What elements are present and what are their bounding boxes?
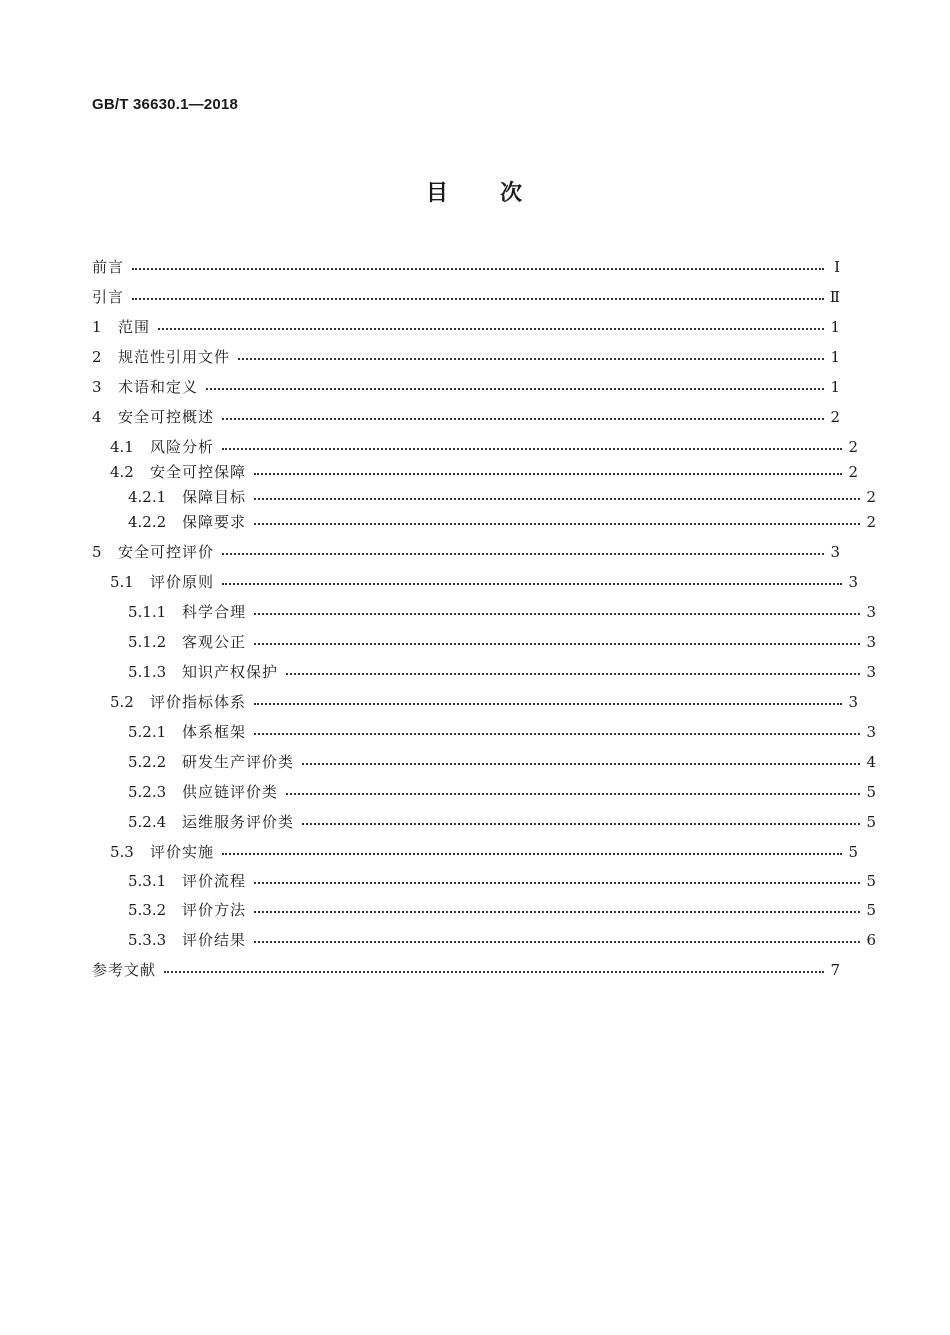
toc-leader-dots (222, 406, 824, 428)
toc-entry-label: 术语和定义 (118, 378, 199, 396)
toc-entry[interactable] (92, 511, 876, 533)
toc-leader-dots (254, 461, 842, 483)
toc-leader-dots (222, 841, 842, 863)
toc-entry-page: 6 (866, 931, 876, 949)
toc-entry[interactable] (92, 811, 876, 833)
toc-entry-label: 参考文献 (92, 961, 157, 979)
toc-leader-dots (254, 631, 860, 653)
toc-entry-label: 评价方法 (182, 901, 247, 919)
toc-entry-number: 4 (92, 408, 102, 426)
toc-entry-number: 5.3.3 (128, 931, 167, 949)
toc-entry-label: 引言 (92, 288, 125, 306)
toc-entry-number: 5.1.2 (128, 633, 167, 651)
toc-entry[interactable] (92, 436, 858, 458)
toc-leader-dots (254, 511, 860, 533)
toc-leader-dots (286, 781, 860, 803)
toc-entry-page: 3 (848, 693, 858, 711)
toc-entry-label: 安全可控概述 (118, 408, 215, 426)
toc-entry-label: 安全可控评价 (118, 543, 215, 561)
toc-entry-label: 客观公正 (182, 633, 247, 651)
toc-entry-page: Ⅱ (829, 288, 840, 306)
toc-entry-page: 5 (866, 813, 876, 831)
toc-entry[interactable] (92, 870, 876, 892)
toc-entry[interactable] (92, 601, 876, 623)
toc-leader-dots (254, 721, 860, 743)
toc-leader-dots (222, 571, 842, 593)
toc-entry[interactable] (92, 406, 840, 428)
toc-entry-label: 前言 (92, 258, 125, 276)
toc-entry-number: 5.2.1 (128, 723, 167, 741)
toc-leader-dots (158, 316, 824, 338)
toc-entry-page: Ⅰ (834, 258, 840, 276)
toc-title-char-1: 目 (425, 181, 450, 206)
toc-entry[interactable] (92, 346, 840, 368)
toc-title (0, 176, 950, 207)
toc-entry[interactable] (92, 286, 840, 308)
toc-leader-dots (206, 376, 824, 398)
toc-entry-page: 4 (866, 753, 876, 771)
toc-entry-number: 5.2.2 (128, 753, 167, 771)
toc-entry-label: 评价指标体系 (150, 693, 247, 711)
toc-entry-page: 2 (848, 438, 858, 456)
toc-entry-page: 3 (866, 633, 876, 651)
toc-entry-page: 3 (866, 603, 876, 621)
toc-entry-label: 评价结果 (182, 931, 247, 949)
toc-entry-page: 5 (866, 901, 876, 919)
toc-entry-number: 5.3 (110, 843, 134, 861)
toc-entry-page: 7 (830, 961, 840, 979)
toc-entry-label: 供应链评价类 (182, 783, 279, 801)
toc-entry[interactable] (92, 541, 840, 563)
toc-entry-page: 2 (866, 488, 876, 506)
toc-entry[interactable] (92, 571, 858, 593)
toc-entry-label: 风险分析 (150, 438, 215, 456)
toc-leader-dots (302, 751, 860, 773)
toc-leader-dots (286, 661, 860, 683)
standard-number: GB/T 36630.1—2018 (92, 96, 238, 113)
toc-entry-label: 知识产权保护 (182, 663, 279, 681)
toc-entry-page: 3 (866, 663, 876, 681)
toc-entry-label: 规范性引用文件 (118, 348, 231, 366)
toc-leader-dots (254, 691, 842, 713)
toc-entry-number: 1 (92, 318, 102, 336)
toc-entry-number: 5.1.3 (128, 663, 167, 681)
toc-leader-dots (254, 899, 860, 921)
toc-entry-number: 4.2.1 (128, 488, 167, 506)
toc-entry-label: 评价实施 (150, 843, 215, 861)
toc-entry[interactable] (92, 376, 840, 398)
toc-entry[interactable] (92, 691, 858, 713)
toc-entry-number: 4.2 (110, 463, 134, 481)
toc-entry[interactable] (92, 929, 876, 951)
toc-entry-number: 4.1 (110, 438, 134, 456)
toc-entry-page: 2 (830, 408, 840, 426)
toc-entry[interactable] (92, 256, 840, 278)
toc-leader-dots (254, 486, 860, 508)
toc-entry-number: 5.2.4 (128, 813, 167, 831)
toc-entry-page: 5 (866, 783, 876, 801)
toc-entry-number: 5.1 (110, 573, 134, 591)
toc-entry-page: 3 (866, 723, 876, 741)
toc-entry-label: 范围 (118, 318, 151, 336)
toc-entry-number: 5.2.3 (128, 783, 167, 801)
toc-entry[interactable] (92, 661, 876, 683)
toc-entry-page: 5 (866, 872, 876, 890)
toc-leader-dots (254, 601, 860, 623)
toc-entry-page: 1 (830, 348, 840, 366)
toc-entry-label: 评价流程 (182, 872, 247, 890)
toc-entry-label: 保障要求 (182, 513, 247, 531)
toc-entry[interactable] (92, 751, 876, 773)
toc-entry-number: 4.2.2 (128, 513, 167, 531)
toc-entry-page: 3 (830, 543, 840, 561)
toc-entry-number: 2 (92, 348, 102, 366)
toc-entry-label: 保障目标 (182, 488, 247, 506)
toc-entry[interactable] (92, 899, 876, 921)
toc-leader-dots (132, 256, 824, 278)
toc-entry-number: 5.3.2 (128, 901, 167, 919)
toc-entry-label: 研发生产评价类 (182, 753, 295, 771)
toc-entry-label: 运维服务评价类 (182, 813, 295, 831)
toc-entry[interactable] (92, 959, 840, 981)
toc-leader-dots (222, 436, 842, 458)
toc-leader-dots (222, 541, 824, 563)
toc-leader-dots (132, 286, 824, 308)
toc-title-char-2: 次 (500, 181, 525, 206)
toc-entry[interactable] (92, 721, 876, 743)
toc-entry[interactable] (92, 841, 858, 863)
toc-entry[interactable] (92, 461, 858, 483)
toc-leader-dots (164, 959, 824, 981)
toc-entry-page: 1 (830, 378, 840, 396)
toc-entry-page: 1 (830, 318, 840, 336)
toc-entry-page: 5 (848, 843, 858, 861)
toc-entry[interactable] (92, 781, 876, 803)
toc-entry-label: 体系框架 (182, 723, 247, 741)
toc-entry-number: 5.3.1 (128, 872, 167, 890)
toc-entry[interactable] (92, 316, 840, 338)
toc-leader-dots (302, 811, 860, 833)
toc-leader-dots (254, 929, 860, 951)
toc-entry[interactable] (92, 631, 876, 653)
toc-entry[interactable] (92, 486, 876, 508)
toc-entry-label: 科学合理 (182, 603, 247, 621)
toc-leader-dots (238, 346, 824, 368)
toc-entry-number: 5 (92, 543, 102, 561)
toc-entry-page: 3 (848, 573, 858, 591)
toc-entry-page: 2 (848, 463, 858, 481)
toc-entry-page: 2 (866, 513, 876, 531)
toc-entry-number: 3 (92, 378, 102, 396)
toc-leader-dots (254, 870, 860, 892)
toc-entry-label: 安全可控保障 (150, 463, 247, 481)
toc-entry-number: 5.1.1 (128, 603, 167, 621)
toc-entry-label: 评价原则 (150, 573, 215, 591)
toc-entry-number: 5.2 (110, 693, 134, 711)
